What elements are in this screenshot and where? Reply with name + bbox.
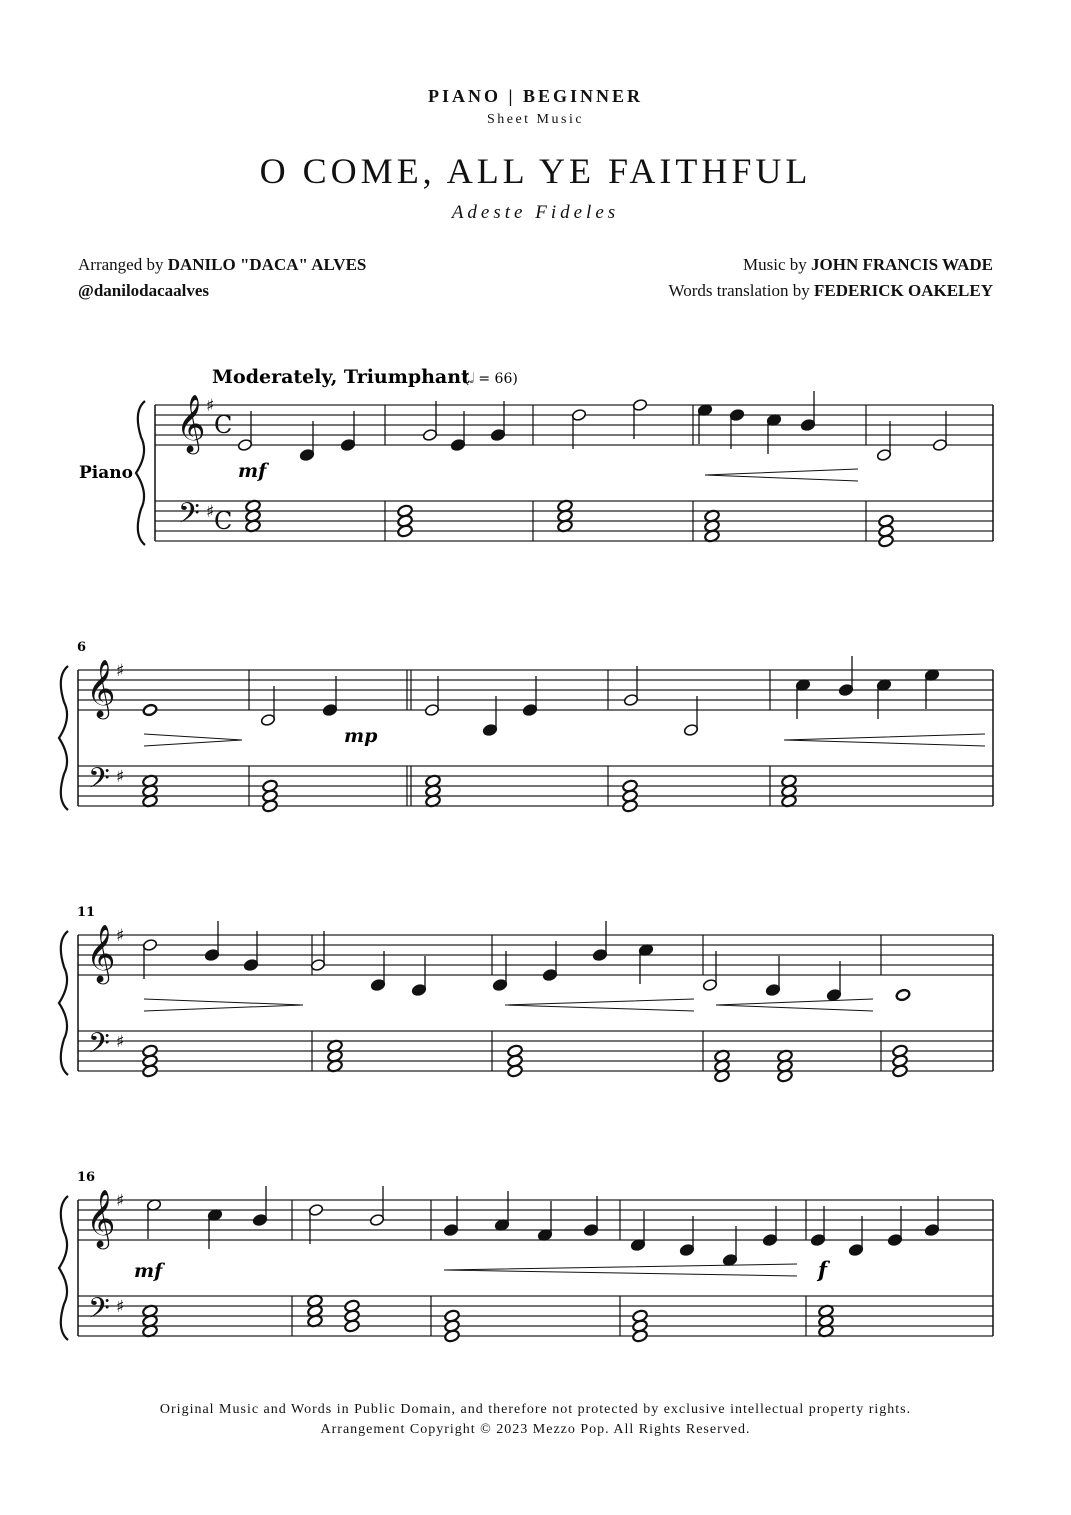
sys4-crescendo-hairpin <box>444 1264 797 1276</box>
sys3-bass-clef: 𝄢 <box>88 1027 110 1067</box>
arranger-handle: @danilodacaalves <box>78 281 210 300</box>
sys2-treble-clef: 𝄞 <box>86 659 116 717</box>
tempo-text: Moderately, Triumphant <box>212 366 470 388</box>
sys2-decrescendo-hairpin <box>144 734 242 746</box>
measure-number-16: 16 <box>77 1170 96 1185</box>
level-label: PIANO | BEGINNER <box>428 86 643 106</box>
sys1-key-sharp: ♯ <box>206 396 215 416</box>
dynamic-mf-1: mf <box>238 460 267 482</box>
measure-number-6: 6 <box>77 640 87 655</box>
footer-line-2: Arrangement Copyright © 2023 Mezzo Pop. All Rights Reserved. <box>320 1422 751 1437</box>
sys2-key-sharp: ♯ <box>116 661 125 681</box>
sys3-treble-clef: 𝄞 <box>86 924 116 982</box>
sys3-decrescendo-hairpin <box>144 999 303 1011</box>
sys4-chord-note <box>344 1319 360 1333</box>
sys2-brace <box>59 666 68 810</box>
tempo-mark: (𝅗𝅥 = 66) <box>464 371 518 387</box>
instrument-label: Piano <box>79 463 133 483</box>
sys4-key-sharp: ♯ <box>116 1191 125 1211</box>
words-prefix: Words translation by <box>668 281 814 300</box>
dynamic-mp: mp <box>344 725 378 747</box>
sys4-bass-clef: 𝄢 <box>88 1292 110 1332</box>
sys2-key-sharp: ♯ <box>116 767 125 787</box>
sys4-key-sharp: ♯ <box>116 1297 125 1317</box>
sys1-bass-clef: 𝄢 <box>178 497 200 537</box>
kind-label: Sheet Music <box>486 112 585 127</box>
sys4-chord-note <box>444 1329 460 1343</box>
sys1-treble-clef: 𝄞 <box>176 394 206 452</box>
dynamic-mf-2: mf <box>134 1260 163 1282</box>
sys3-chord-note <box>142 1064 158 1078</box>
page-subtitle: Adeste Fideles <box>451 202 620 223</box>
sys1-time-signature: C <box>214 507 233 535</box>
notation-layer <box>59 391 993 1343</box>
sys2-crescendo-hairpin <box>784 734 985 746</box>
sys1-brace <box>136 401 145 545</box>
footer <box>0 1400 1071 1440</box>
sys4-chord-note <box>632 1329 648 1343</box>
sys3-brace <box>59 931 68 1075</box>
sys4-treble-clef: 𝄞 <box>86 1189 116 1247</box>
sys1-crescendo-hairpin <box>705 469 858 481</box>
sys3-key-sharp: ♯ <box>116 926 125 946</box>
sys2-note-head <box>142 703 157 716</box>
sys3-crescendo-hairpin <box>505 999 694 1011</box>
measure-number-11: 11 <box>77 905 96 920</box>
sys1-key-sharp: ♯ <box>206 502 215 522</box>
sys3-note-head <box>895 988 910 1001</box>
sys2-chord-note <box>262 799 278 813</box>
sys2-chord-note <box>622 799 638 813</box>
sys4-brace <box>59 1196 68 1340</box>
translator-name: FEDERICK OAKELEY <box>814 281 993 300</box>
arranger-name: DANILO "DACA" ALVES <box>167 255 367 274</box>
music-prefix: Music by <box>743 255 811 274</box>
sys3-chord-note <box>507 1064 523 1078</box>
sys1-chord-note <box>397 524 413 538</box>
dynamic-f: f <box>818 1257 828 1282</box>
arranged-prefix: Arranged by <box>78 255 168 274</box>
composer-name: JOHN FRANCIS WADE <box>811 255 993 274</box>
sys1-time-signature: C <box>214 411 233 439</box>
sys2-bass-clef: 𝄢 <box>88 762 110 802</box>
sys3-crescendo-hairpin <box>716 999 873 1011</box>
sys3-key-sharp: ♯ <box>116 1032 125 1052</box>
page-title: O COME, ALL YE FAITHFUL <box>259 151 812 191</box>
sys1-chord-note <box>878 534 894 548</box>
sys3-chord-note <box>892 1064 908 1078</box>
footer-line-1: Original Music and Words in Public Domain, and therefore not protected by exclusive intellectual property rights. <box>159 1402 912 1417</box>
